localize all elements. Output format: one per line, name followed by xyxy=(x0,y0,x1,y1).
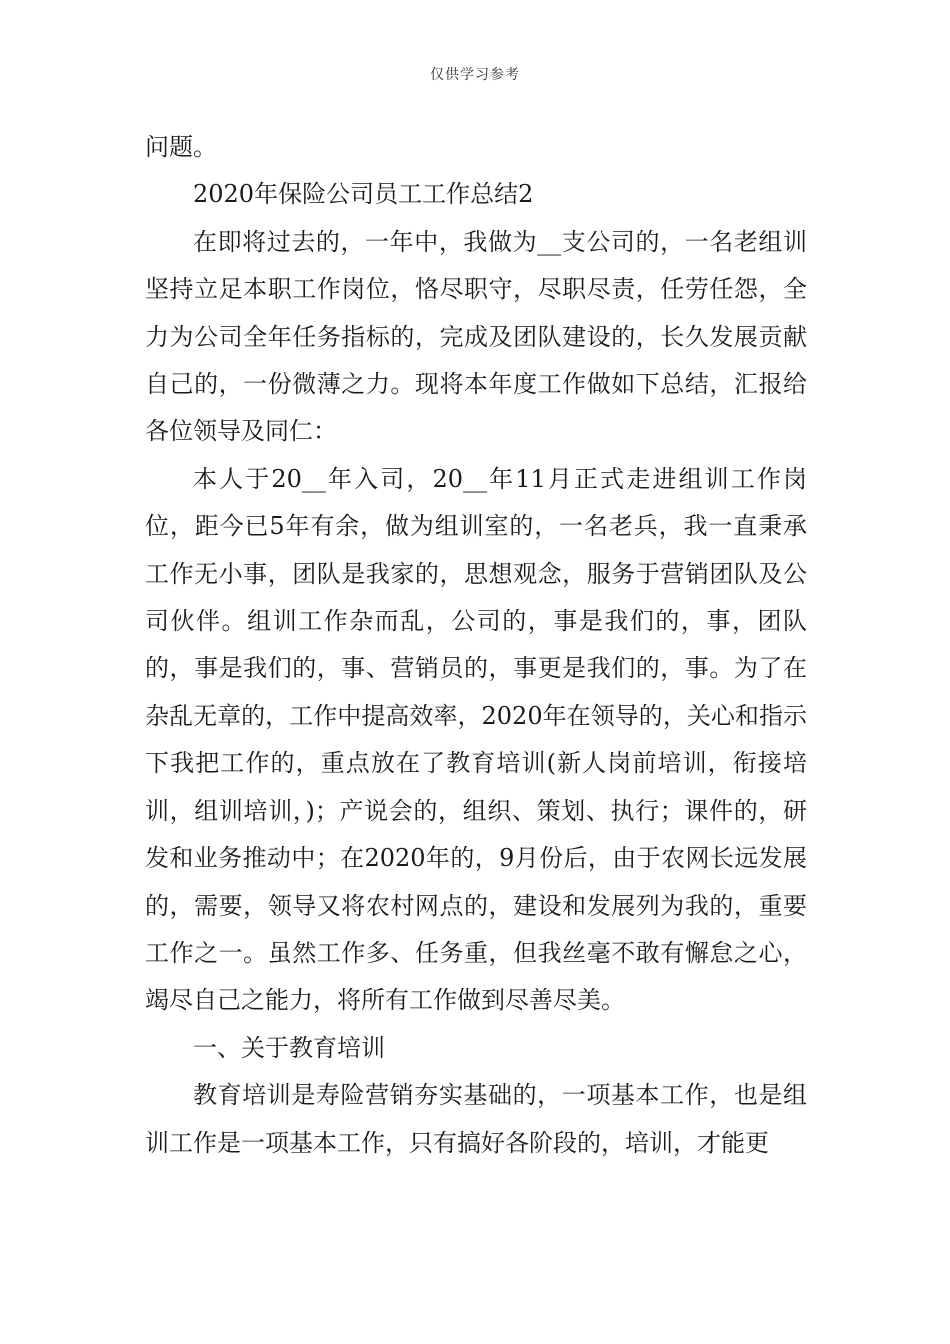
paragraph-training: 教育培训是寿险营销夯实基础的，一项基本工作，也是组训工作是一项基本工作，只有搞好各阶段的，培训，才能更 xyxy=(145,1081,807,1157)
paragraph-intro: 在即将过去的，一年中，我做为__支公司的，一名老组训坚持立足本职工作岗位，恪尽职守，尽职尽责，任劳任怨，全力为公司全年任务指标的，完成及团队建设的，长久发展贡献自己的，一份微薄之力。现将本年度工作做如下总结，汇报给各位领导及同仁： xyxy=(145,227,807,446)
section-title: 2020年保险公司员工工作总结2 xyxy=(193,180,534,209)
subsection-heading: 一、关于教育培训 xyxy=(193,1033,385,1062)
paragraph-continuation: 问题。 xyxy=(145,133,217,161)
paragraph-background: 本人于20__年入司，20__年11月正式走进组训工作岗位，距今已5年有余，做为组训室的，一名老兵，我一直秉承工作无小事，团队是我家的，思想观念，服务于营销团队及公司伙伴。组训工作杂而乱，公司的，事是我们的，事，团队的，事是我们的，事、营销员的，事更是我们的，事。为了在杂乱无章的，工作中提高效率，2020年在领导的，关心和指示下我把工作的，重点放在了教育培训(新人岗前培训，衔接培训，组训培训，)；产说会的，组织、策划、执行；课件的，研发和业务推动中；在2020年的，9月份后，由于农网长远发展的，需要，领导又将农村网点的，建设和发展列为我的，重要工作之一。虽然工作多、任务重，但我丝毫不敢有懈怠之心，竭尽自己之能力，将所有工作做到尽善尽美。 xyxy=(145,464,807,1015)
page-header: 仅供学习参考 xyxy=(430,67,520,83)
document-body xyxy=(145,124,807,1167)
